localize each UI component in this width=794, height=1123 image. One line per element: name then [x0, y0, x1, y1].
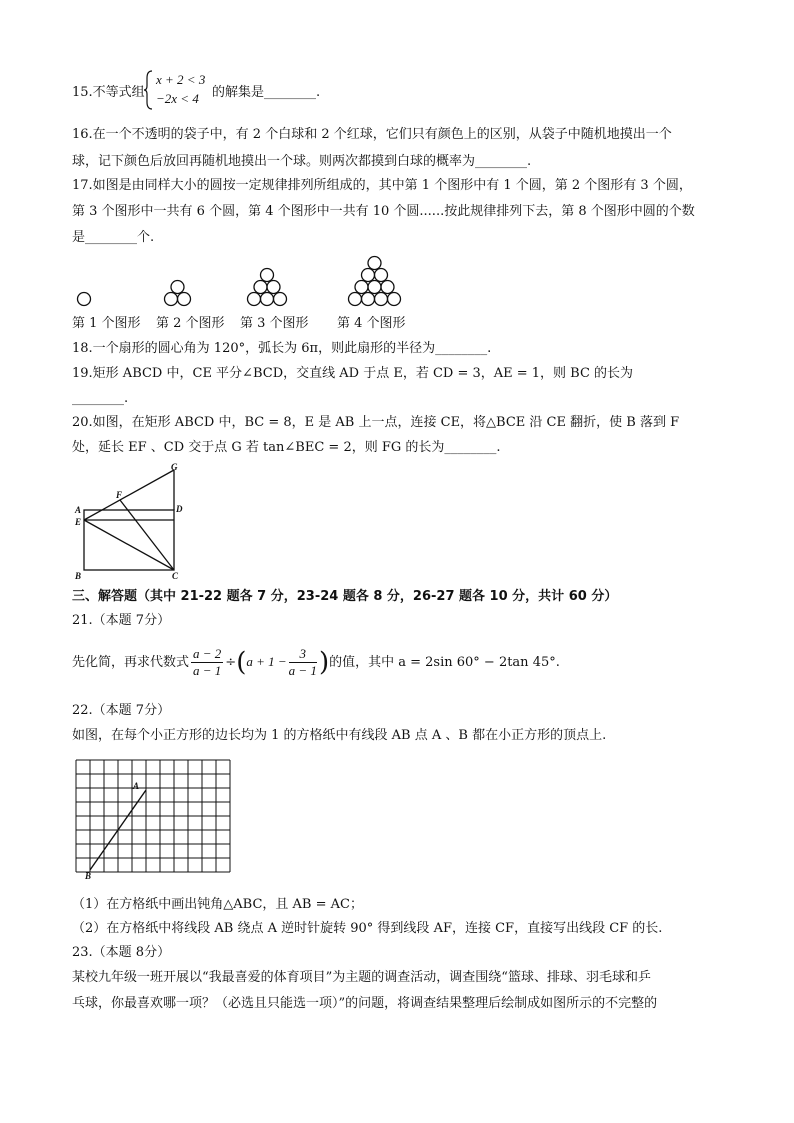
q17-line2: 第 3 个图形中一共有 6 个圆，第 4 个图形中一共有 10 个圆......按此规律排列下去，第 8 个图形中圆的个数: [72, 204, 695, 219]
q17-caption-1: 第 1 个图形: [72, 316, 141, 331]
grid-label-A: A: [133, 781, 140, 791]
q21-divide: ÷: [225, 655, 237, 670]
q21-pre: 先化简，再求代数式: [72, 655, 190, 670]
q21-fraction-1: $\frac{a - 2}{a - 1}$: [193, 646, 222, 678]
q21-head: 21.（本题 7分）: [72, 613, 171, 628]
q19-line2: ________.: [72, 391, 129, 406]
q17-line3: 是________个.: [72, 230, 155, 245]
q22-part2: （2）在方格纸中将线段 AB 绕点 A 逆时针旋转 90° 得到线段 AF，连接 CF，直接写出线段 CF 的长.: [72, 921, 663, 936]
q17-caption-2: 第 2 个图形: [156, 316, 225, 331]
q21-mid: a + 1 −: [246, 654, 287, 669]
q15-inequality-1: x + 2 < 3: [156, 72, 206, 87]
q16-line2: 球，记下颜色后放回再随机地摸出一个球。则两次都摸到白球的概率为________.: [72, 154, 532, 169]
q23-line1: 某校九年级一班开展以“我最喜爱的体育项目”为主题的调查活动，调查围绕“篮球、排球、羽毛球和乒: [72, 970, 651, 985]
q21-fraction-2: $\frac{3}{a - 1}$: [288, 646, 317, 678]
grid-label-B: B: [85, 871, 92, 881]
q17-caption-4: 第 4 个图形: [337, 316, 406, 331]
label-B: B: [75, 571, 82, 581]
q15-tail: 的解集是________.: [212, 85, 321, 100]
q18-text: 18.一个扇形的圆心角为 120°，弧长为 6π，则此扇形的半径为________.: [72, 341, 492, 356]
q20-line1: 20.如图，在矩形 ABCD 中，BC = 8，E 是 AB 上一点，连接 CE，将△BCE 沿 CE 翻折，使 B 落到 F: [72, 415, 680, 430]
q16-line1: 16.在一个不透明的袋子中，有 2 个白球和 2 个红球，它们只有颜色上的区别，从袋子中随机地摸出一个: [72, 127, 672, 142]
q15-label: 15.不等式组: [72, 85, 145, 100]
q17-line1: 17.如图是由同样大小的圆按一定规律排列所组成的，其中第 1 个图形中有 1 个圆，第 2 个图形有 3 个圆，: [72, 178, 692, 193]
q21-post: 的值，其中 a = 2sin 60° − 2tan 45°.: [329, 655, 560, 670]
q15-inequality-2: −2x < 4: [156, 91, 199, 106]
q23-head: 23.（本题 8分）: [72, 945, 171, 960]
system-brace-icon: [144, 70, 154, 110]
label-C: C: [172, 571, 179, 581]
label-A: A: [75, 505, 82, 515]
q20-rectangle-figure: [72, 462, 192, 582]
q22-grid-figure: [74, 758, 238, 882]
label-E: E: [75, 517, 82, 527]
q22-head: 22.（本题 7分）: [72, 703, 171, 718]
q21-expression: 先化简，再求代数式 $\frac{a - 2}{a - 1}$ ÷(a + 1 − $\frac{3}{a - 1}$ )的值，其中 a = 2sin 60° − 2tan 45°.: [72, 646, 560, 678]
label-G: G: [171, 462, 178, 472]
q22-line1: 如图，在每个小正方形的边长均为 1 的方格纸中有线段 AB 点 A 、B 都在小正方形的顶点上.: [72, 728, 607, 743]
q23-line2: 乓球，你最喜欢哪一项？（必选且只能选一项）”的问题，将调查结果整理后绘制成如图所示的不完整的: [72, 996, 658, 1011]
q20-line2: 处，延长 EF 、CD 交于点 G 若 tan∠BEC = 2，则 FG 的长为________.: [72, 440, 501, 455]
q19-line1: 19.矩形 ABCD 中，CE 平分∠BCD，交直线 AD 于点 E，若 CD = 3，AE = 1，则 BC 的长为: [72, 366, 634, 381]
q17-caption-3: 第 3 个图形: [240, 316, 309, 331]
q22-part1: （1）在方格纸中画出钝角△ABC，且 AB = AC；: [72, 897, 363, 912]
circle-pattern-figure: [70, 250, 490, 310]
label-F: F: [116, 490, 123, 500]
section-3-title: 三、解答题（其中 21-22 题各 7 分，23-24 题各 8 分，26-27 题各 10 分，共计 60 分）: [72, 589, 618, 604]
label-D: D: [176, 504, 183, 514]
